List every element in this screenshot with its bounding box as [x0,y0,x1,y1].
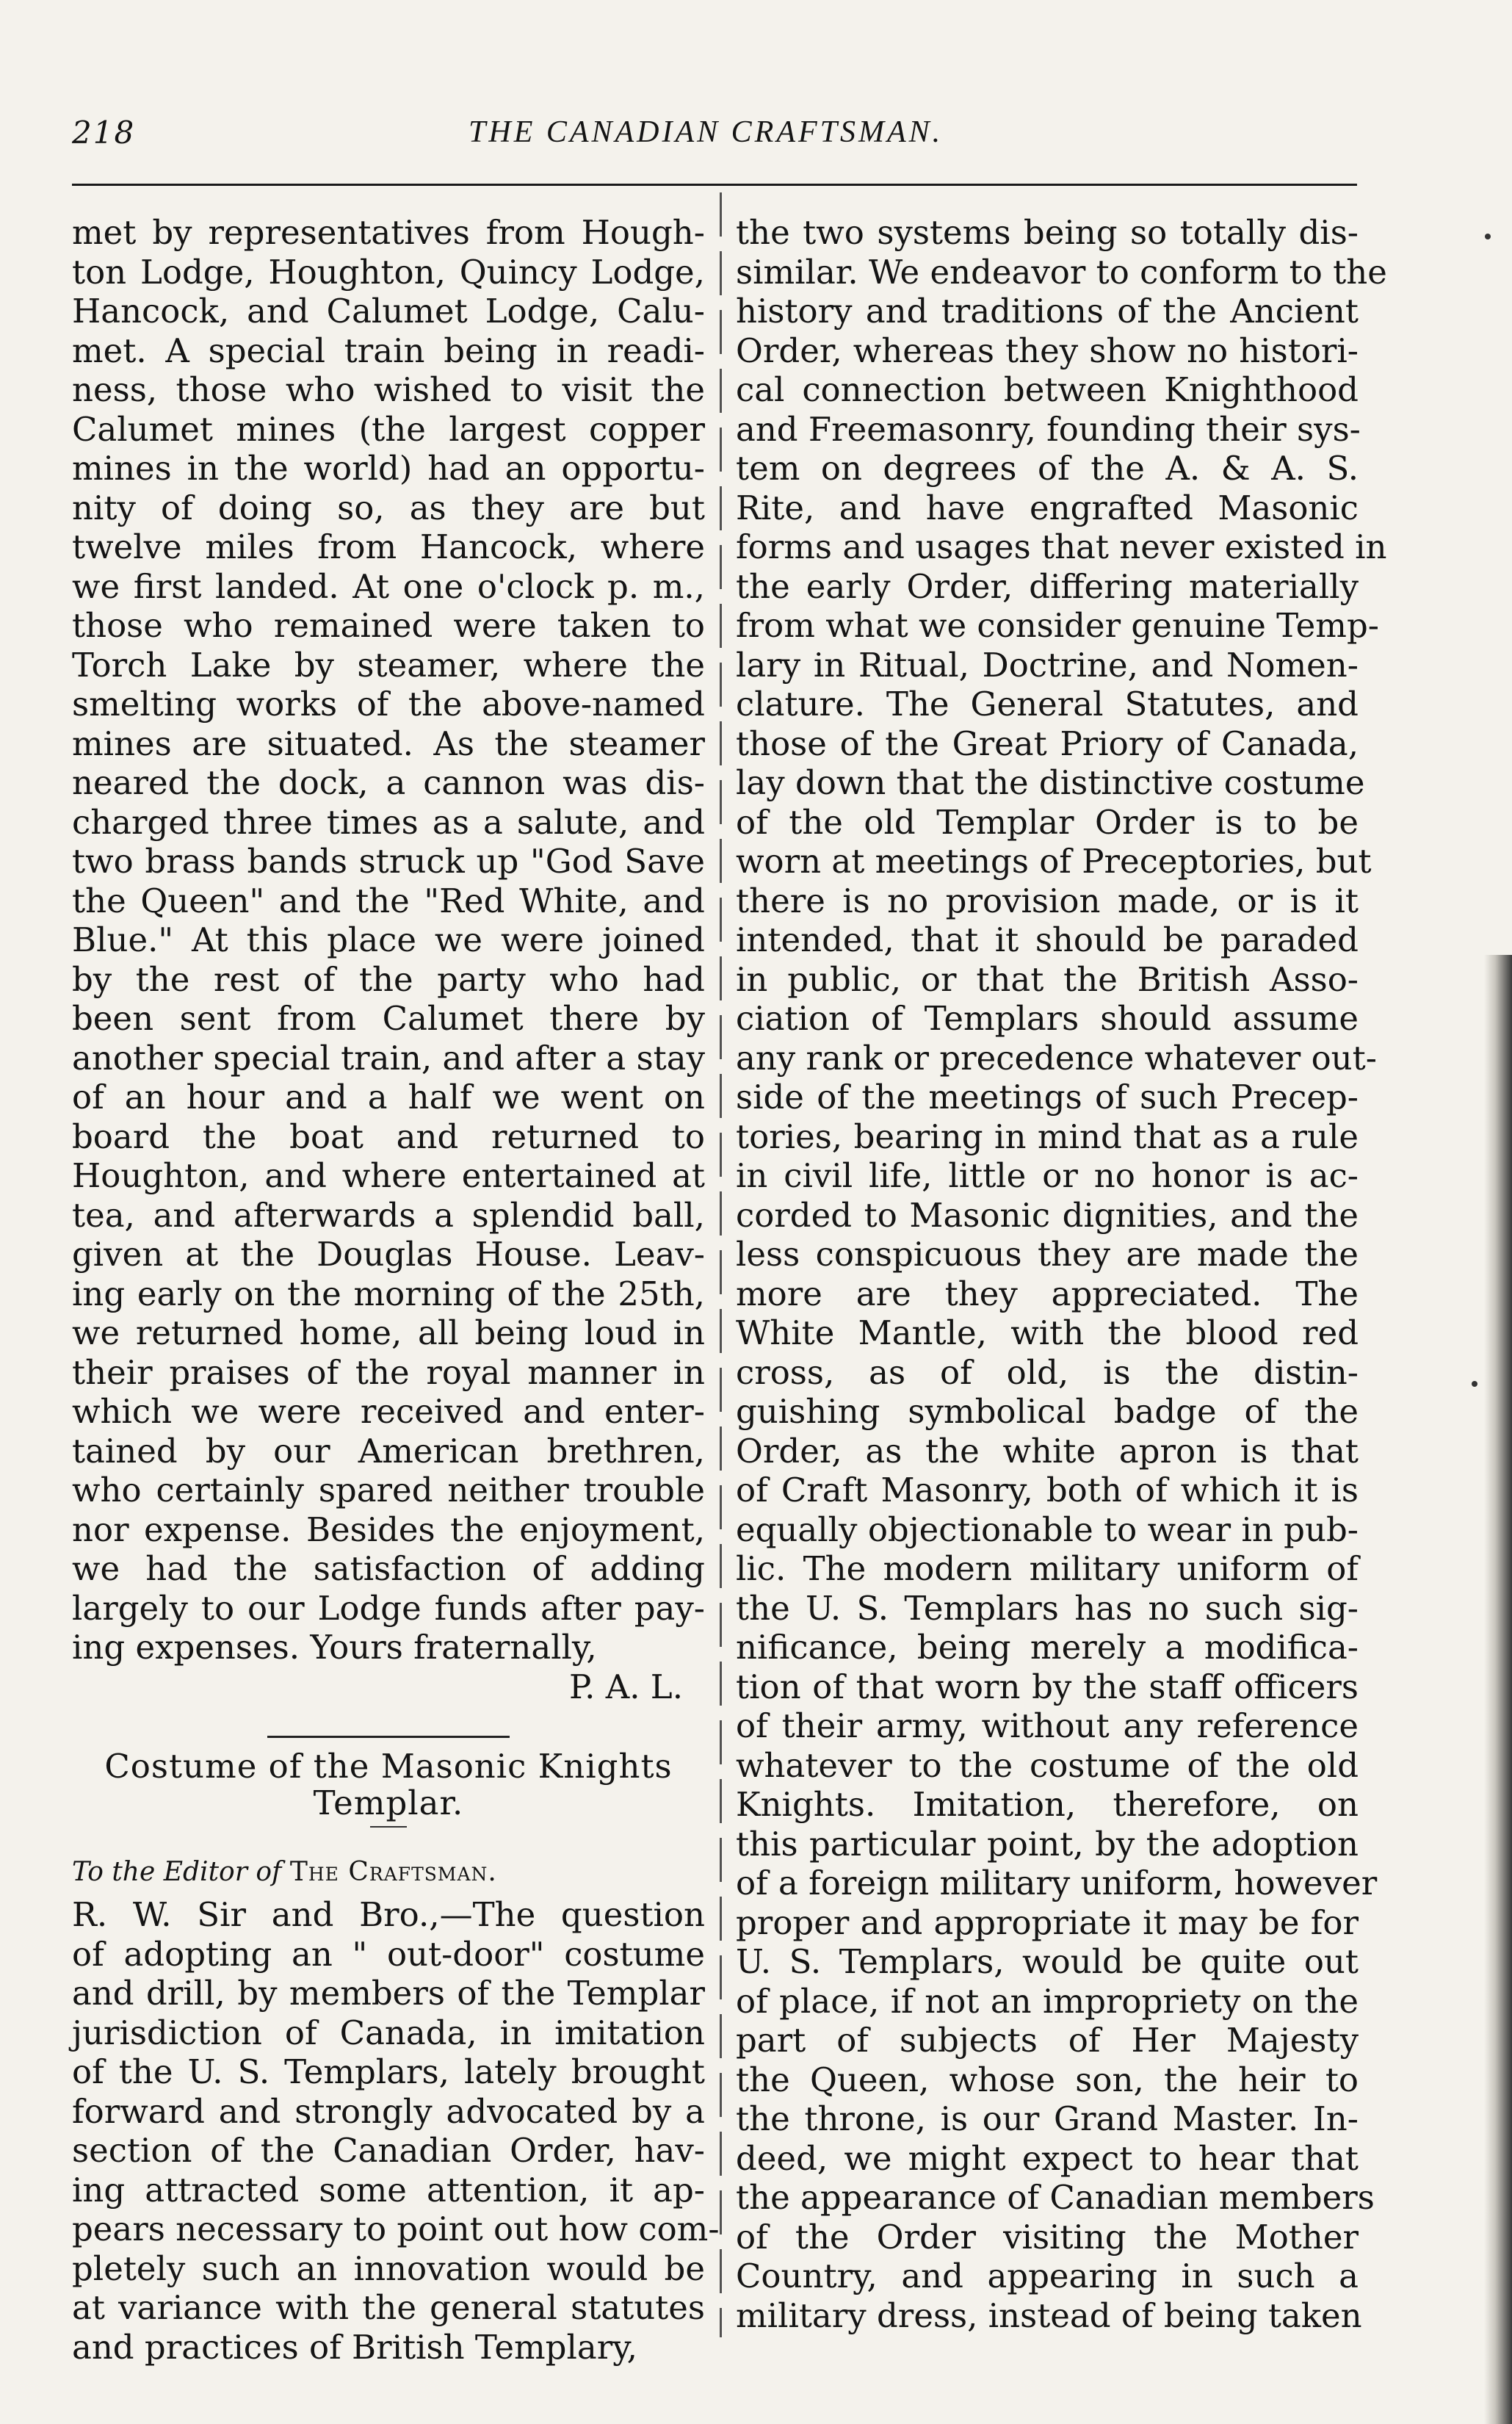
text-line: ness, those who wished to visit the [72,370,705,409]
text-line: of the U. S. Templars, lately brought [72,2052,705,2091]
text-line: those of the Great Priory of Canada, [736,724,1359,763]
text-line: met. A special train being in readi- [72,331,705,370]
text-line: of place, if not an impropriety on the [736,1981,1359,2021]
text-line: tea, and afterwards a splendid ball, [72,1195,705,1235]
editor-prefix: To the Editor of [72,1857,282,1887]
text-line: tained by our American brethren, [72,1431,705,1471]
section-divider [267,1736,510,1738]
text-line: pletely such an innovation would be [72,2248,705,2288]
text-line: military dress, instead of being taken [736,2295,1362,2335]
text-line: in civil life, little or no honor is ac- [736,1156,1359,1195]
text-line: cross, as of old, is the distin- [736,1352,1359,1392]
right-column [736,213,1387,2335]
article-title-line: Templar. [313,1783,464,1822]
text-line: been sent from Calumet there by [72,999,705,1038]
text-line: by the rest of the party who had [72,959,705,999]
text-line: mines in the world) had an opportu- [72,449,705,488]
text-line: Knights. Imitation, therefore, on [736,1785,1359,1824]
text-line: R. W. Sir and Bro.,—The question [72,1895,705,1934]
text-line: in public, or that the British Asso- [736,959,1359,999]
text-line: ing early on the morning of the 25th, [72,1274,705,1313]
text-line: whatever to the costume of the old [736,1745,1359,1785]
text-line: nificance, being merely a modifica- [736,1628,1359,1667]
text-line: lic. The modern military uniform of [736,1549,1359,1588]
text-line: corded to Masonic dignities, and the [736,1195,1359,1235]
text-line: Order, whereas they show no histori- [736,331,1359,370]
editor-salutation [72,1853,705,1895]
text-line: and Freemasonry, founding their sys- [736,409,1361,449]
text-line: clature. The General Statutes, and [736,685,1359,724]
article-paragraph [72,1895,720,2367]
text-line: this particular point, by the adoption [736,1824,1359,1864]
text-line: which we were received and enter- [72,1392,705,1431]
article-title [72,1748,705,1822]
text-line: less conspicuous they are made the [736,1235,1359,1274]
text-line: two brass bands struck up "God Save [72,842,705,881]
text-line: Order, as the white apron is that [736,1431,1359,1471]
text-line: the early Order, differing materially [736,566,1359,606]
running-header [72,115,1357,159]
text-line: met by representatives from Hough- [72,213,705,252]
text-line: guishing symbolical badge of the [736,1392,1359,1431]
text-line: U. S. Templars, would be quite out [736,1942,1359,1981]
text-line: ing expenses. Yours fraternally, [72,1628,597,1667]
text-line: equally objectionable to wear in pub- [736,1509,1359,1549]
text-line: forward and strongly advocated by a [72,2091,705,2131]
text-line: there is no provision made, or is it [736,881,1359,920]
text-line: we had the satisfaction of adding [72,1549,705,1588]
text-line: Country, and appearing in such a [736,2257,1359,2295]
text-line: the appearance of Canadian members [736,2178,1375,2217]
text-line: their praises of the royal manner in [72,1352,705,1392]
text-line: Calumet mines (the largest copper [72,409,705,449]
text-line: lay down that the distinctive costume [736,763,1365,802]
text-line: the throne, is our Grand Master. In- [736,2099,1359,2138]
binding-edge-shadow [1484,955,1512,2424]
text-line: deed, we might expect to hear that [736,2138,1359,2178]
scan-speck [1472,1381,1477,1387]
text-line: more are they appreciated. The [736,1274,1359,1313]
text-line: largely to our Lodge funds after pay- [72,1588,705,1628]
text-line: of their army, without any reference [736,1706,1359,1745]
text-line: who certainly spared neither trouble [72,1471,705,1509]
text-line: Hancock, and Calumet Lodge, Calu- [72,292,705,331]
text-line: nity of doing so, as they are but [72,488,705,527]
title-rule [370,1826,407,1828]
running-title: THE CANADIAN CRAFTSMAN. [469,115,944,149]
text-line: Rite, and have engrafted Masonic [736,488,1359,527]
text-line: forms and usages that never existed in [736,527,1387,566]
text-line: from what we consider genuine Temp- [736,606,1379,645]
text-line: of an hour and a half we went on [72,1078,705,1117]
text-line: Torch Lake by steamer, where the [72,645,705,685]
text-line: Blue." At this place we were joined [72,920,705,959]
text-line: jurisdiction of Canada, in imitation [72,2013,705,2052]
text-line: pears necessary to point out how com- [72,2210,720,2248]
text-line: ton Lodge, Houghton, Quincy Lodge, [72,252,705,292]
text-line: of the Order visiting the Mother [736,2217,1359,2257]
text-line: charged three times as a salute, and [72,802,705,842]
text-line: the Queen" and the "Red White, and [72,881,705,920]
signature: P. A. L. [568,1667,683,1706]
left-column [72,213,720,2367]
editor-publication: The Craftsman. [289,1857,497,1887]
text-line: we returned home, all being loud in [72,1313,705,1352]
text-line: part of subjects of Her Majesty [736,2021,1359,2060]
text-line: the Queen, whose son, the heir to [736,2060,1359,2099]
header-rule [72,184,1357,186]
text-line: lary in Ritual, Doctrine, and Nomen- [736,645,1359,685]
text-line: the two systems being so totally dis- [736,213,1359,252]
text-line: similar. We endeavor to conform to the [736,252,1387,292]
text-line: intended, that it should be paraded [736,920,1359,959]
text-line: section of the Canadian Order, hav- [72,2131,705,2170]
text-line: ciation of Templars should assume [736,999,1359,1038]
page-number: 218 [72,115,136,151]
text-line: worn at meetings of Preceptories, but [736,842,1372,881]
text-line: smelting works of the above-named [72,685,705,724]
text-line: side of the meetings of such Precep- [736,1078,1359,1117]
text-line: Houghton, and where entertained at [72,1156,705,1195]
column-divider [720,192,722,2337]
text-line: tem on degrees of the A. & A. S. [736,449,1359,488]
text-line: at variance with the general statutes [72,2288,705,2327]
text-line: of a foreign military uniform, however [736,1864,1378,1902]
text-line: any rank or precedence whatever out- [736,1038,1377,1078]
text-line: White Mantle, with the blood red [736,1313,1359,1352]
letter-paragraph [72,213,705,1667]
text-line: ing attracted some attention, it ap- [72,2170,705,2210]
text-line: another special train, and after a stay [72,1038,705,1078]
text-line: mines are situated. As the steamer [72,724,705,763]
text-line: history and traditions of the Ancient [736,292,1359,331]
text-line: and drill, by members of the Templar [72,1974,705,2013]
article-title-line: Costume of the Masonic Knights [104,1747,673,1786]
text-line: cal connection between Knighthood [736,370,1359,409]
text-line: nor expense. Besides the enjoyment, [72,1509,705,1549]
text-line: tion of that worn by the staff officers [736,1667,1359,1706]
text-line: of Craft Masonry, both of which it is [736,1471,1359,1509]
text-line: neared the dock, a cannon was dis- [72,763,705,802]
text-line: proper and appropriate it may be for [736,1902,1359,1942]
text-line: those who remained were taken to [72,606,705,645]
text-line: we first landed. At one o'clock p. m., [72,566,705,606]
text-line: the U. S. Templars has no such sig- [736,1588,1359,1628]
text-line: board the boat and returned to [72,1117,705,1156]
scan-speck [1485,234,1491,239]
article-continuation [736,213,1387,2335]
text-line: of the old Templar Order is to be [736,802,1359,842]
text-line: twelve miles from Hancock, where [72,527,705,566]
text-line: of adopting an " out-door" costume [72,1934,705,1974]
text-line: tories, bearing in mind that as a rule [736,1117,1359,1156]
text-line: given at the Douglas House. Leav- [72,1235,705,1274]
text-line: and practices of British Templary, [72,2327,637,2367]
